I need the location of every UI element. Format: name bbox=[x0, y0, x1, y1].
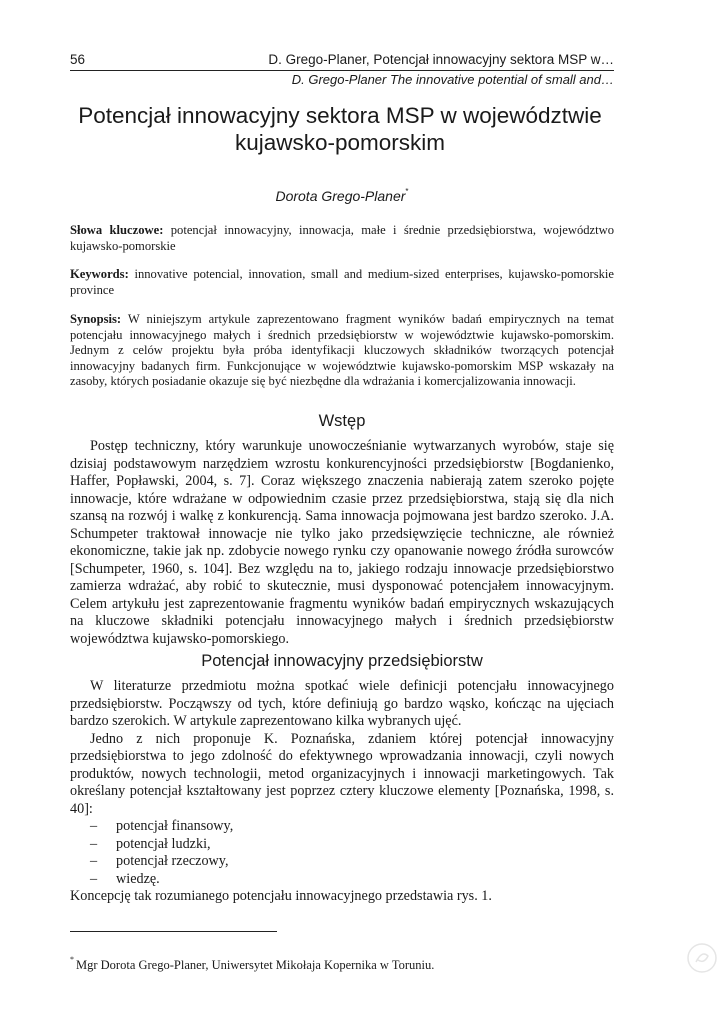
keywords-english-text: innovative potencial, innovation, small and medium-sized enterprises, kujawsko-pomorskie province bbox=[70, 267, 614, 297]
footnote bbox=[70, 957, 614, 973]
list-dash: – bbox=[90, 870, 98, 887]
list-dash: – bbox=[90, 853, 98, 869]
header-top-line bbox=[70, 52, 614, 71]
list-dash: – bbox=[90, 818, 98, 834]
keywords-polish bbox=[70, 223, 614, 254]
footnote-mark: * bbox=[70, 955, 74, 964]
synopsis-text: W niniejszym artykule zaprezentowano fragment wyników badań empirycznych na temat potencjału innowacyjnego małych i średnich przedsiębiorstw w województwie kujawsko-pomorskim. Jednym z celów projektu była próba identyfikacji kluczowych składników tworzących potencjał innowacyjny badanych firm. Funkcjonujące w województwie kujawsko-pomorskim MSP wskazały na zasoby, których posiadanie okazuje się być niezbędne dla wdrażania i komercjalizowania innowacji. bbox=[70, 312, 614, 389]
body-paragraph-1: W literaturze przedmiotu można spotkać wiele definicji potencjału innowacyjnego przedsiębiorstw. Począwszy od tych, które definiują go bardzo wąsko, kończąc na ujęciach bardzo szerokich. W artykule zaprezentowano kilka wybranych ujęć. bbox=[70, 678, 614, 729]
article-title: Potencjał innowacyjny sektora MSP w województwie kujawsko-pomorskim bbox=[78, 103, 602, 155]
list-item-text: potencjał ludzki, bbox=[116, 835, 211, 852]
page-header bbox=[70, 52, 614, 87]
synopsis-label: Synopsis: bbox=[70, 312, 122, 326]
list-dash: – bbox=[90, 835, 98, 852]
footnote-text: Mgr Dorota Grego-Planer, Uniwersytet Mikołaja Kopernika w Toruniu. bbox=[76, 958, 435, 973]
introduction-section bbox=[70, 438, 614, 648]
running-title-polish: D. Grego-Planer, Potencjał innowacyjny sektora MSP w… bbox=[268, 52, 614, 67]
page-number: 56 bbox=[70, 52, 86, 67]
innovation-potential-section bbox=[70, 678, 614, 906]
author-name: Dorota Grego-Planer bbox=[275, 188, 406, 204]
keywords-english bbox=[70, 267, 614, 298]
section-heading-introduction: Wstęp bbox=[318, 412, 366, 430]
keywords-polish-text: potencjał innowacyjny, innowacja, małe i średnie przedsiębiorstwa, województwo kujawsko-pomorskie bbox=[70, 223, 615, 253]
section-heading-innovation-potential: Potencjał innowacyjny przedsiębiorstw bbox=[201, 652, 483, 670]
keywords-english-label: Keywords: bbox=[70, 267, 129, 281]
potential-elements-list bbox=[70, 818, 614, 888]
list-item-text: potencjał finansowy, bbox=[116, 818, 234, 834]
synopsis bbox=[70, 312, 614, 390]
list-item bbox=[70, 836, 614, 854]
closing-sentence: Koncepcję tak rozumianego potencjału innowacyjnego przedstawia rys. 1. bbox=[70, 888, 492, 904]
list-item bbox=[70, 818, 614, 836]
introduction-paragraph: Postęp techniczny, który warunkuje unowocześnianie wytwarzanych wyrobów, staje się dzisiaj podstawowym narzędziem wzrostu konkurencyjności przedsiębiorstw [Bogdanienko, Haffer, Popławski, 2004, s. 7]. Coraz większego znaczenia nabierają zatem szeroko pojęte innowacje, które wdrażane w odpowiednim czasie przez przedsiębiorstwa, stają się dla nich szansą na rozwój i walkę z konkurencją. Sama innowacja pojmowana jest bardzo szeroko. J.A. Schumpeter traktował innowacje nie tylko jako przedsięwzięcie techniczne, ale również ekonomiczne, takie jak np. zdobycie nowego rynku czy opanowanie nowego źródła surowców [Schumpeter, 1960, s. 104]. Bez względu na to, jakiego rodzaju innowacje przedsiębiorstwo zamierza wdrażać, aby robić to skutecznie, musi dysponować potencjałem innowacyjnym. Celem artykułu jest zaprezentowanie fragmentu wyników badań empirycznych wskazujących na kluczowe składniki potencjału innowacyjnego małych i średnich przedsiębiorstw województwa kujawsko-pomorskiego. bbox=[70, 438, 614, 647]
list-item-text: wiedzę. bbox=[116, 870, 160, 887]
body-paragraph-2: Jedno z nich proponuje K. Poznańska, zdaniem której potencjał innowacyjny przedsiębiorstwa to jego zdolność do efektywnego wprowadzania innowacji, czyli nowych produktów, nowych technologii, metod organizacyjnych i innowacji marketingowych. Tak określany potencjał kształtowany jest poprzez cztery kluczowe elementy [Poznańska, 1998, s. 40]: bbox=[70, 730, 614, 817]
list-item bbox=[70, 853, 614, 871]
author-footnote-mark: * bbox=[405, 187, 409, 197]
keywords-polish-label: Słowa kluczowe: bbox=[70, 223, 164, 237]
watermark-icon bbox=[686, 942, 718, 974]
footnote-divider bbox=[70, 931, 277, 932]
author-line bbox=[70, 188, 614, 204]
running-title-english: D. Grego-Planer The innovative potential of small and… bbox=[291, 72, 614, 87]
list-item-text: potencjał rzeczowy, bbox=[116, 853, 229, 869]
list-item bbox=[70, 871, 614, 889]
